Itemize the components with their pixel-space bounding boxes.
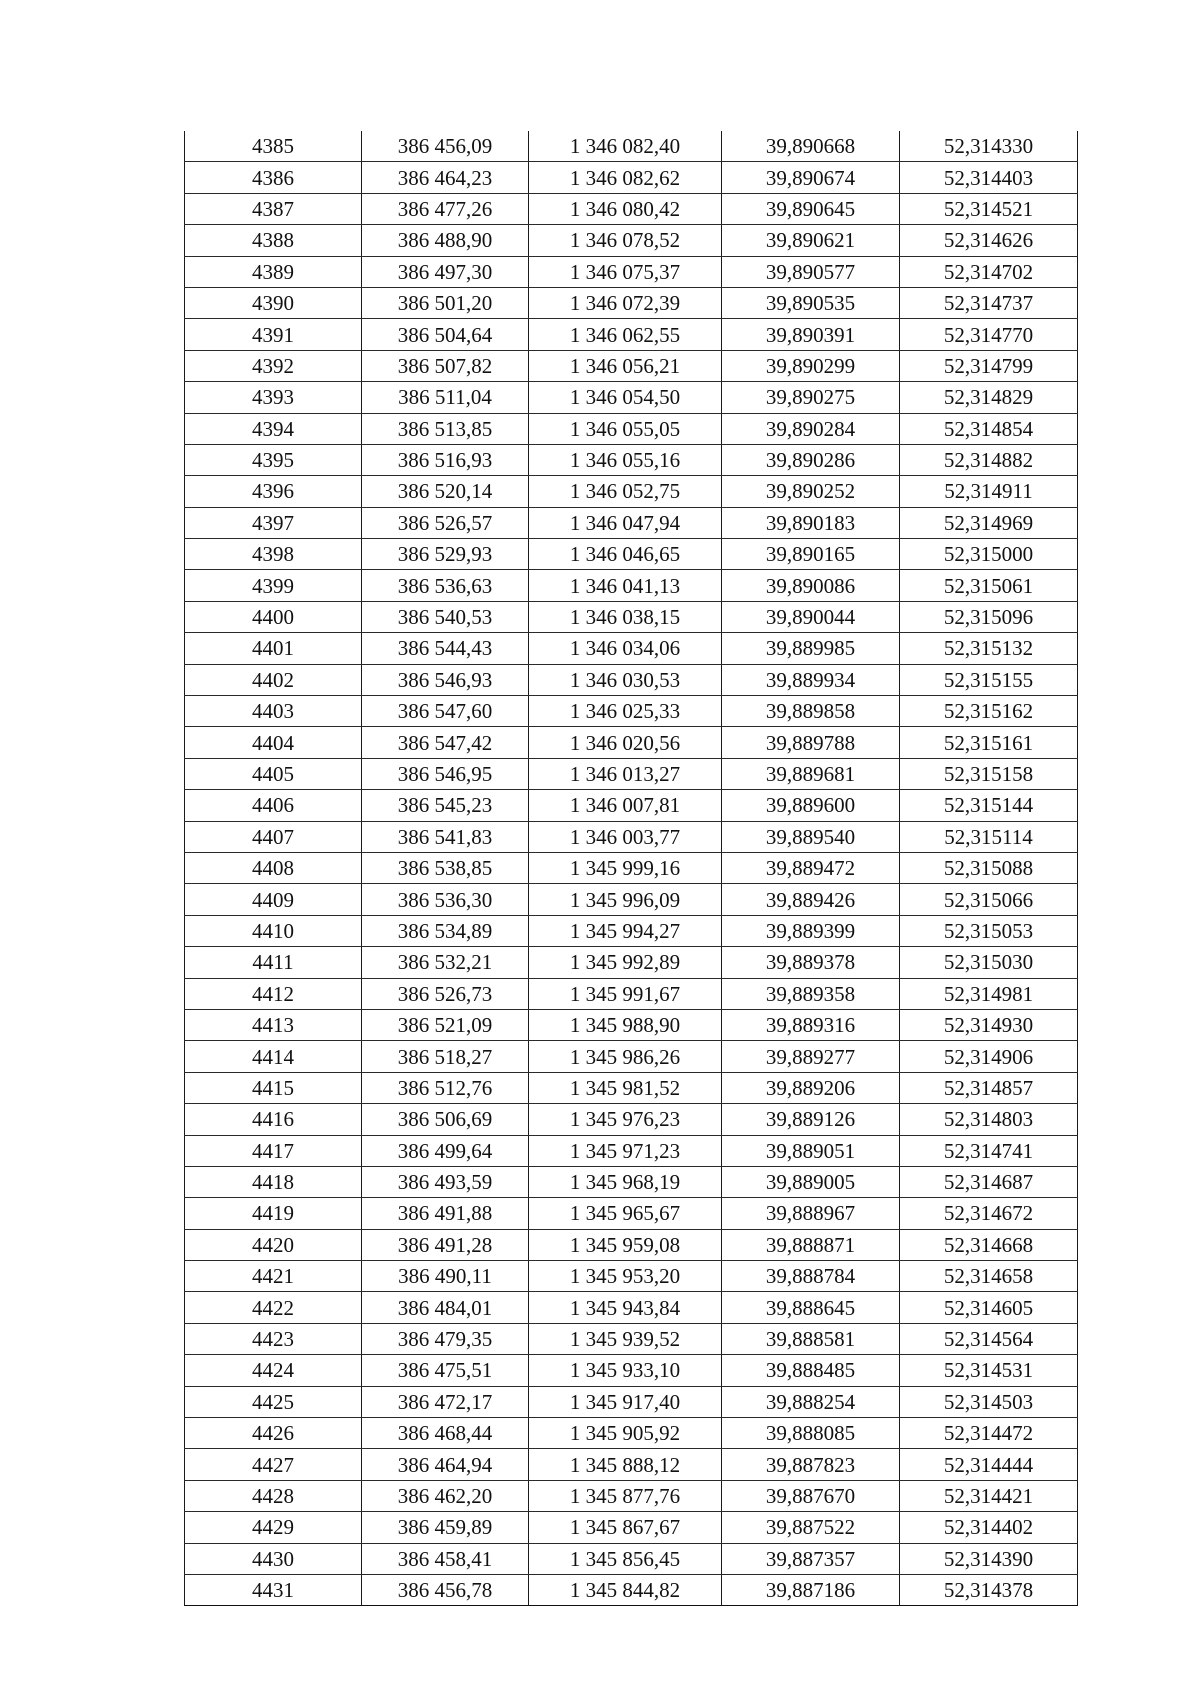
table-row bbox=[185, 664, 1078, 695]
y-coordinate-cell: 1 345 999,16 bbox=[529, 852, 722, 883]
longitude-cell: 52,314829 bbox=[900, 382, 1078, 413]
longitude-cell: 52,315053 bbox=[900, 915, 1078, 946]
y-coordinate-cell: 1 346 080,42 bbox=[529, 193, 722, 224]
x-coordinate-cell: 386 534,89 bbox=[362, 915, 529, 946]
point-number-cell: 4401 bbox=[185, 633, 362, 664]
table-row bbox=[185, 1480, 1078, 1511]
longitude-cell: 52,314981 bbox=[900, 978, 1078, 1009]
latitude-cell: 39,890299 bbox=[722, 350, 900, 381]
x-coordinate-cell: 386 529,93 bbox=[362, 539, 529, 570]
x-coordinate-cell: 386 516,93 bbox=[362, 444, 529, 475]
x-coordinate-cell: 386 547,60 bbox=[362, 696, 529, 727]
latitude-cell: 39,888581 bbox=[722, 1323, 900, 1354]
latitude-cell: 39,890577 bbox=[722, 256, 900, 287]
latitude-cell: 39,890668 bbox=[722, 131, 900, 162]
point-number-cell: 4417 bbox=[185, 1135, 362, 1166]
point-number-cell: 4419 bbox=[185, 1198, 362, 1229]
point-number-cell: 4386 bbox=[185, 162, 362, 193]
latitude-cell: 39,890275 bbox=[722, 382, 900, 413]
longitude-cell: 52,315158 bbox=[900, 758, 1078, 789]
x-coordinate-cell: 386 488,90 bbox=[362, 225, 529, 256]
latitude-cell: 39,890674 bbox=[722, 162, 900, 193]
y-coordinate-cell: 1 345 953,20 bbox=[529, 1261, 722, 1292]
point-number-cell: 4390 bbox=[185, 287, 362, 318]
longitude-cell: 52,314503 bbox=[900, 1386, 1078, 1417]
x-coordinate-cell: 386 521,09 bbox=[362, 1009, 529, 1040]
latitude-cell: 39,887522 bbox=[722, 1512, 900, 1543]
y-coordinate-cell: 1 346 041,13 bbox=[529, 570, 722, 601]
point-number-cell: 4399 bbox=[185, 570, 362, 601]
point-number-cell: 4411 bbox=[185, 947, 362, 978]
point-number-cell: 4404 bbox=[185, 727, 362, 758]
point-number-cell: 4408 bbox=[185, 852, 362, 883]
point-number-cell: 4416 bbox=[185, 1104, 362, 1135]
table-row bbox=[185, 1543, 1078, 1574]
point-number-cell: 4391 bbox=[185, 319, 362, 350]
latitude-cell: 39,889472 bbox=[722, 852, 900, 883]
y-coordinate-cell: 1 345 992,89 bbox=[529, 947, 722, 978]
y-coordinate-cell: 1 346 034,06 bbox=[529, 633, 722, 664]
longitude-cell: 52,314702 bbox=[900, 256, 1078, 287]
point-number-cell: 4389 bbox=[185, 256, 362, 287]
x-coordinate-cell: 386 545,23 bbox=[362, 790, 529, 821]
table-row bbox=[185, 821, 1078, 852]
latitude-cell: 39,889934 bbox=[722, 664, 900, 695]
longitude-cell: 52,315061 bbox=[900, 570, 1078, 601]
point-number-cell: 4413 bbox=[185, 1009, 362, 1040]
x-coordinate-cell: 386 490,11 bbox=[362, 1261, 529, 1292]
latitude-cell: 39,890645 bbox=[722, 193, 900, 224]
point-number-cell: 4425 bbox=[185, 1386, 362, 1417]
y-coordinate-cell: 1 345 943,84 bbox=[529, 1292, 722, 1323]
y-coordinate-cell: 1 345 933,10 bbox=[529, 1355, 722, 1386]
table-row bbox=[185, 758, 1078, 789]
y-coordinate-cell: 1 346 075,37 bbox=[529, 256, 722, 287]
longitude-cell: 52,315030 bbox=[900, 947, 1078, 978]
x-coordinate-cell: 386 546,93 bbox=[362, 664, 529, 695]
table-row bbox=[185, 915, 1078, 946]
longitude-cell: 52,314378 bbox=[900, 1574, 1078, 1605]
longitude-cell: 52,314906 bbox=[900, 1041, 1078, 1072]
table-row bbox=[185, 1261, 1078, 1292]
point-number-cell: 4406 bbox=[185, 790, 362, 821]
table-row bbox=[185, 790, 1078, 821]
table-row bbox=[185, 1104, 1078, 1135]
y-coordinate-cell: 1 346 056,21 bbox=[529, 350, 722, 381]
x-coordinate-cell: 386 504,64 bbox=[362, 319, 529, 350]
y-coordinate-cell: 1 345 988,90 bbox=[529, 1009, 722, 1040]
latitude-cell: 39,890535 bbox=[722, 287, 900, 318]
latitude-cell: 39,889600 bbox=[722, 790, 900, 821]
y-coordinate-cell: 1 345 939,52 bbox=[529, 1323, 722, 1354]
latitude-cell: 39,889540 bbox=[722, 821, 900, 852]
x-coordinate-cell: 386 506,69 bbox=[362, 1104, 529, 1135]
x-coordinate-cell: 386 538,85 bbox=[362, 852, 529, 883]
latitude-cell: 39,888645 bbox=[722, 1292, 900, 1323]
y-coordinate-cell: 1 345 986,26 bbox=[529, 1041, 722, 1072]
point-number-cell: 4394 bbox=[185, 413, 362, 444]
latitude-cell: 39,889426 bbox=[722, 884, 900, 915]
x-coordinate-cell: 386 491,28 bbox=[362, 1229, 529, 1260]
table-row bbox=[185, 1198, 1078, 1229]
table-row bbox=[185, 696, 1078, 727]
x-coordinate-cell: 386 456,09 bbox=[362, 131, 529, 162]
longitude-cell: 52,315088 bbox=[900, 852, 1078, 883]
point-number-cell: 4431 bbox=[185, 1574, 362, 1605]
table-row bbox=[185, 382, 1078, 413]
x-coordinate-cell: 386 546,95 bbox=[362, 758, 529, 789]
latitude-cell: 39,888485 bbox=[722, 1355, 900, 1386]
y-coordinate-cell: 1 345 856,45 bbox=[529, 1543, 722, 1574]
latitude-cell: 39,888784 bbox=[722, 1261, 900, 1292]
table-row bbox=[185, 225, 1078, 256]
table-row bbox=[185, 413, 1078, 444]
point-number-cell: 4397 bbox=[185, 507, 362, 538]
latitude-cell: 39,890284 bbox=[722, 413, 900, 444]
table-row bbox=[185, 1355, 1078, 1386]
longitude-cell: 52,314403 bbox=[900, 162, 1078, 193]
x-coordinate-cell: 386 540,53 bbox=[362, 601, 529, 632]
table-row bbox=[185, 1574, 1078, 1605]
y-coordinate-cell: 1 346 020,56 bbox=[529, 727, 722, 758]
point-number-cell: 4421 bbox=[185, 1261, 362, 1292]
point-number-cell: 4429 bbox=[185, 1512, 362, 1543]
latitude-cell: 39,890183 bbox=[722, 507, 900, 538]
longitude-cell: 52,314402 bbox=[900, 1512, 1078, 1543]
point-number-cell: 4403 bbox=[185, 696, 362, 727]
longitude-cell: 52,314668 bbox=[900, 1229, 1078, 1260]
point-number-cell: 4420 bbox=[185, 1229, 362, 1260]
x-coordinate-cell: 386 526,57 bbox=[362, 507, 529, 538]
table-row bbox=[185, 852, 1078, 883]
latitude-cell: 39,890044 bbox=[722, 601, 900, 632]
table-row bbox=[185, 601, 1078, 632]
x-coordinate-cell: 386 518,27 bbox=[362, 1041, 529, 1072]
longitude-cell: 52,314687 bbox=[900, 1166, 1078, 1197]
latitude-cell: 39,889788 bbox=[722, 727, 900, 758]
x-coordinate-cell: 386 458,41 bbox=[362, 1543, 529, 1574]
y-coordinate-cell: 1 346 072,39 bbox=[529, 287, 722, 318]
latitude-cell: 39,889985 bbox=[722, 633, 900, 664]
y-coordinate-cell: 1 346 055,16 bbox=[529, 444, 722, 475]
point-number-cell: 4412 bbox=[185, 978, 362, 1009]
latitude-cell: 39,889378 bbox=[722, 947, 900, 978]
latitude-cell: 39,890252 bbox=[722, 476, 900, 507]
longitude-cell: 52,314444 bbox=[900, 1449, 1078, 1480]
longitude-cell: 52,314330 bbox=[900, 131, 1078, 162]
longitude-cell: 52,314605 bbox=[900, 1292, 1078, 1323]
point-number-cell: 4400 bbox=[185, 601, 362, 632]
table-row bbox=[185, 539, 1078, 570]
x-coordinate-cell: 386 479,35 bbox=[362, 1323, 529, 1354]
y-coordinate-cell: 1 346 052,75 bbox=[529, 476, 722, 507]
latitude-cell: 39,888085 bbox=[722, 1418, 900, 1449]
longitude-cell: 52,314969 bbox=[900, 507, 1078, 538]
longitude-cell: 52,314854 bbox=[900, 413, 1078, 444]
point-number-cell: 4407 bbox=[185, 821, 362, 852]
y-coordinate-cell: 1 345 959,08 bbox=[529, 1229, 722, 1260]
point-number-cell: 4423 bbox=[185, 1323, 362, 1354]
table-row bbox=[185, 1009, 1078, 1040]
table-row bbox=[185, 1292, 1078, 1323]
x-coordinate-cell: 386 511,04 bbox=[362, 382, 529, 413]
y-coordinate-cell: 1 346 003,77 bbox=[529, 821, 722, 852]
x-coordinate-cell: 386 464,23 bbox=[362, 162, 529, 193]
latitude-cell: 39,889399 bbox=[722, 915, 900, 946]
table-row bbox=[185, 287, 1078, 318]
table-row bbox=[185, 162, 1078, 193]
point-number-cell: 4409 bbox=[185, 884, 362, 915]
point-number-cell: 4424 bbox=[185, 1355, 362, 1386]
longitude-cell: 52,314930 bbox=[900, 1009, 1078, 1040]
latitude-cell: 39,889005 bbox=[722, 1166, 900, 1197]
y-coordinate-cell: 1 346 047,94 bbox=[529, 507, 722, 538]
table-row bbox=[185, 1323, 1078, 1354]
table-row bbox=[185, 256, 1078, 287]
point-number-cell: 4415 bbox=[185, 1072, 362, 1103]
longitude-cell: 52,315155 bbox=[900, 664, 1078, 695]
x-coordinate-cell: 386 491,88 bbox=[362, 1198, 529, 1229]
y-coordinate-cell: 1 345 867,67 bbox=[529, 1512, 722, 1543]
table-row bbox=[185, 1135, 1078, 1166]
table-row bbox=[185, 1041, 1078, 1072]
x-coordinate-cell: 386 512,76 bbox=[362, 1072, 529, 1103]
longitude-cell: 52,314737 bbox=[900, 287, 1078, 318]
y-coordinate-cell: 1 346 055,05 bbox=[529, 413, 722, 444]
y-coordinate-cell: 1 346 013,27 bbox=[529, 758, 722, 789]
point-number-cell: 4387 bbox=[185, 193, 362, 224]
longitude-cell: 52,315132 bbox=[900, 633, 1078, 664]
x-coordinate-cell: 386 536,30 bbox=[362, 884, 529, 915]
latitude-cell: 39,887357 bbox=[722, 1543, 900, 1574]
longitude-cell: 52,314658 bbox=[900, 1261, 1078, 1292]
point-number-cell: 4396 bbox=[185, 476, 362, 507]
y-coordinate-cell: 1 345 971,23 bbox=[529, 1135, 722, 1166]
x-coordinate-cell: 386 472,17 bbox=[362, 1386, 529, 1417]
x-coordinate-cell: 386 459,89 bbox=[362, 1512, 529, 1543]
longitude-cell: 52,314472 bbox=[900, 1418, 1078, 1449]
longitude-cell: 52,315000 bbox=[900, 539, 1078, 570]
table-row bbox=[185, 1418, 1078, 1449]
x-coordinate-cell: 386 501,20 bbox=[362, 287, 529, 318]
longitude-cell: 52,314626 bbox=[900, 225, 1078, 256]
longitude-cell: 52,314799 bbox=[900, 350, 1078, 381]
y-coordinate-cell: 1 346 054,50 bbox=[529, 382, 722, 413]
point-number-cell: 4430 bbox=[185, 1543, 362, 1574]
x-coordinate-cell: 386 475,51 bbox=[362, 1355, 529, 1386]
y-coordinate-cell: 1 345 994,27 bbox=[529, 915, 722, 946]
latitude-cell: 39,890165 bbox=[722, 539, 900, 570]
longitude-cell: 52,315161 bbox=[900, 727, 1078, 758]
y-coordinate-cell: 1 346 030,53 bbox=[529, 664, 722, 695]
y-coordinate-cell: 1 346 062,55 bbox=[529, 319, 722, 350]
x-coordinate-cell: 386 464,94 bbox=[362, 1449, 529, 1480]
longitude-cell: 52,314421 bbox=[900, 1480, 1078, 1511]
point-number-cell: 4388 bbox=[185, 225, 362, 256]
y-coordinate-cell: 1 346 078,52 bbox=[529, 225, 722, 256]
y-coordinate-cell: 1 345 996,09 bbox=[529, 884, 722, 915]
point-number-cell: 4427 bbox=[185, 1449, 362, 1480]
latitude-cell: 39,887670 bbox=[722, 1480, 900, 1511]
x-coordinate-cell: 386 484,01 bbox=[362, 1292, 529, 1323]
y-coordinate-cell: 1 345 991,67 bbox=[529, 978, 722, 1009]
x-coordinate-cell: 386 547,42 bbox=[362, 727, 529, 758]
table-row bbox=[185, 884, 1078, 915]
latitude-cell: 39,890621 bbox=[722, 225, 900, 256]
longitude-cell: 52,314672 bbox=[900, 1198, 1078, 1229]
y-coordinate-cell: 1 346 007,81 bbox=[529, 790, 722, 821]
latitude-cell: 39,888967 bbox=[722, 1198, 900, 1229]
x-coordinate-cell: 386 477,26 bbox=[362, 193, 529, 224]
longitude-cell: 52,314521 bbox=[900, 193, 1078, 224]
table-row bbox=[185, 131, 1078, 162]
y-coordinate-cell: 1 345 981,52 bbox=[529, 1072, 722, 1103]
table-row bbox=[185, 476, 1078, 507]
y-coordinate-cell: 1 346 025,33 bbox=[529, 696, 722, 727]
x-coordinate-cell: 386 536,63 bbox=[362, 570, 529, 601]
y-coordinate-cell: 1 345 905,92 bbox=[529, 1418, 722, 1449]
x-coordinate-cell: 386 541,83 bbox=[362, 821, 529, 852]
table-row bbox=[185, 633, 1078, 664]
y-coordinate-cell: 1 345 968,19 bbox=[529, 1166, 722, 1197]
point-number-cell: 4398 bbox=[185, 539, 362, 570]
latitude-cell: 39,890391 bbox=[722, 319, 900, 350]
table-row bbox=[185, 319, 1078, 350]
longitude-cell: 52,314531 bbox=[900, 1355, 1078, 1386]
point-number-cell: 4393 bbox=[185, 382, 362, 413]
latitude-cell: 39,888254 bbox=[722, 1386, 900, 1417]
longitude-cell: 52,315162 bbox=[900, 696, 1078, 727]
coordinates-table-body bbox=[185, 131, 1078, 1606]
table-row bbox=[185, 1229, 1078, 1260]
longitude-cell: 52,314770 bbox=[900, 319, 1078, 350]
longitude-cell: 52,314803 bbox=[900, 1104, 1078, 1135]
point-number-cell: 4418 bbox=[185, 1166, 362, 1197]
table-row bbox=[185, 947, 1078, 978]
y-coordinate-cell: 1 345 917,40 bbox=[529, 1386, 722, 1417]
longitude-cell: 52,314857 bbox=[900, 1072, 1078, 1103]
table-row bbox=[185, 1449, 1078, 1480]
table-row bbox=[185, 570, 1078, 601]
table-row bbox=[185, 727, 1078, 758]
y-coordinate-cell: 1 346 038,15 bbox=[529, 601, 722, 632]
table-row bbox=[185, 978, 1078, 1009]
point-number-cell: 4428 bbox=[185, 1480, 362, 1511]
x-coordinate-cell: 386 507,82 bbox=[362, 350, 529, 381]
y-coordinate-cell: 1 346 082,40 bbox=[529, 131, 722, 162]
table-row bbox=[185, 1512, 1078, 1543]
latitude-cell: 39,889858 bbox=[722, 696, 900, 727]
longitude-cell: 52,314741 bbox=[900, 1135, 1078, 1166]
longitude-cell: 52,314882 bbox=[900, 444, 1078, 475]
table-row bbox=[185, 1166, 1078, 1197]
latitude-cell: 39,889358 bbox=[722, 978, 900, 1009]
x-coordinate-cell: 386 462,20 bbox=[362, 1480, 529, 1511]
longitude-cell: 52,314390 bbox=[900, 1543, 1078, 1574]
latitude-cell: 39,888871 bbox=[722, 1229, 900, 1260]
table-row bbox=[185, 193, 1078, 224]
latitude-cell: 39,887823 bbox=[722, 1449, 900, 1480]
point-number-cell: 4395 bbox=[185, 444, 362, 475]
point-number-cell: 4414 bbox=[185, 1041, 362, 1072]
y-coordinate-cell: 1 346 082,62 bbox=[529, 162, 722, 193]
x-coordinate-cell: 386 497,30 bbox=[362, 256, 529, 287]
x-coordinate-cell: 386 520,14 bbox=[362, 476, 529, 507]
x-coordinate-cell: 386 468,44 bbox=[362, 1418, 529, 1449]
point-number-cell: 4422 bbox=[185, 1292, 362, 1323]
point-number-cell: 4385 bbox=[185, 131, 362, 162]
longitude-cell: 52,315066 bbox=[900, 884, 1078, 915]
point-number-cell: 4410 bbox=[185, 915, 362, 946]
latitude-cell: 39,889051 bbox=[722, 1135, 900, 1166]
latitude-cell: 39,889126 bbox=[722, 1104, 900, 1135]
latitude-cell: 39,889681 bbox=[722, 758, 900, 789]
x-coordinate-cell: 386 513,85 bbox=[362, 413, 529, 444]
latitude-cell: 39,890086 bbox=[722, 570, 900, 601]
x-coordinate-cell: 386 526,73 bbox=[362, 978, 529, 1009]
latitude-cell: 39,887186 bbox=[722, 1574, 900, 1605]
longitude-cell: 52,314911 bbox=[900, 476, 1078, 507]
latitude-cell: 39,890286 bbox=[722, 444, 900, 475]
y-coordinate-cell: 1 345 844,82 bbox=[529, 1574, 722, 1605]
latitude-cell: 39,889316 bbox=[722, 1009, 900, 1040]
table-row bbox=[185, 1072, 1078, 1103]
x-coordinate-cell: 386 493,59 bbox=[362, 1166, 529, 1197]
y-coordinate-cell: 1 345 877,76 bbox=[529, 1480, 722, 1511]
point-number-cell: 4426 bbox=[185, 1418, 362, 1449]
x-coordinate-cell: 386 532,21 bbox=[362, 947, 529, 978]
x-coordinate-cell: 386 456,78 bbox=[362, 1574, 529, 1605]
x-coordinate-cell: 386 499,64 bbox=[362, 1135, 529, 1166]
table-row bbox=[185, 507, 1078, 538]
y-coordinate-cell: 1 346 046,65 bbox=[529, 539, 722, 570]
coordinates-table bbox=[184, 131, 1078, 1606]
x-coordinate-cell: 386 544,43 bbox=[362, 633, 529, 664]
y-coordinate-cell: 1 345 888,12 bbox=[529, 1449, 722, 1480]
point-number-cell: 4405 bbox=[185, 758, 362, 789]
y-coordinate-cell: 1 345 976,23 bbox=[529, 1104, 722, 1135]
y-coordinate-cell: 1 345 965,67 bbox=[529, 1198, 722, 1229]
table-row bbox=[185, 350, 1078, 381]
longitude-cell: 52,315096 bbox=[900, 601, 1078, 632]
longitude-cell: 52,314564 bbox=[900, 1323, 1078, 1354]
point-number-cell: 4402 bbox=[185, 664, 362, 695]
latitude-cell: 39,889206 bbox=[722, 1072, 900, 1103]
longitude-cell: 52,315144 bbox=[900, 790, 1078, 821]
longitude-cell: 52,315114 bbox=[900, 821, 1078, 852]
table-row bbox=[185, 444, 1078, 475]
table-row bbox=[185, 1386, 1078, 1417]
latitude-cell: 39,889277 bbox=[722, 1041, 900, 1072]
point-number-cell: 4392 bbox=[185, 350, 362, 381]
